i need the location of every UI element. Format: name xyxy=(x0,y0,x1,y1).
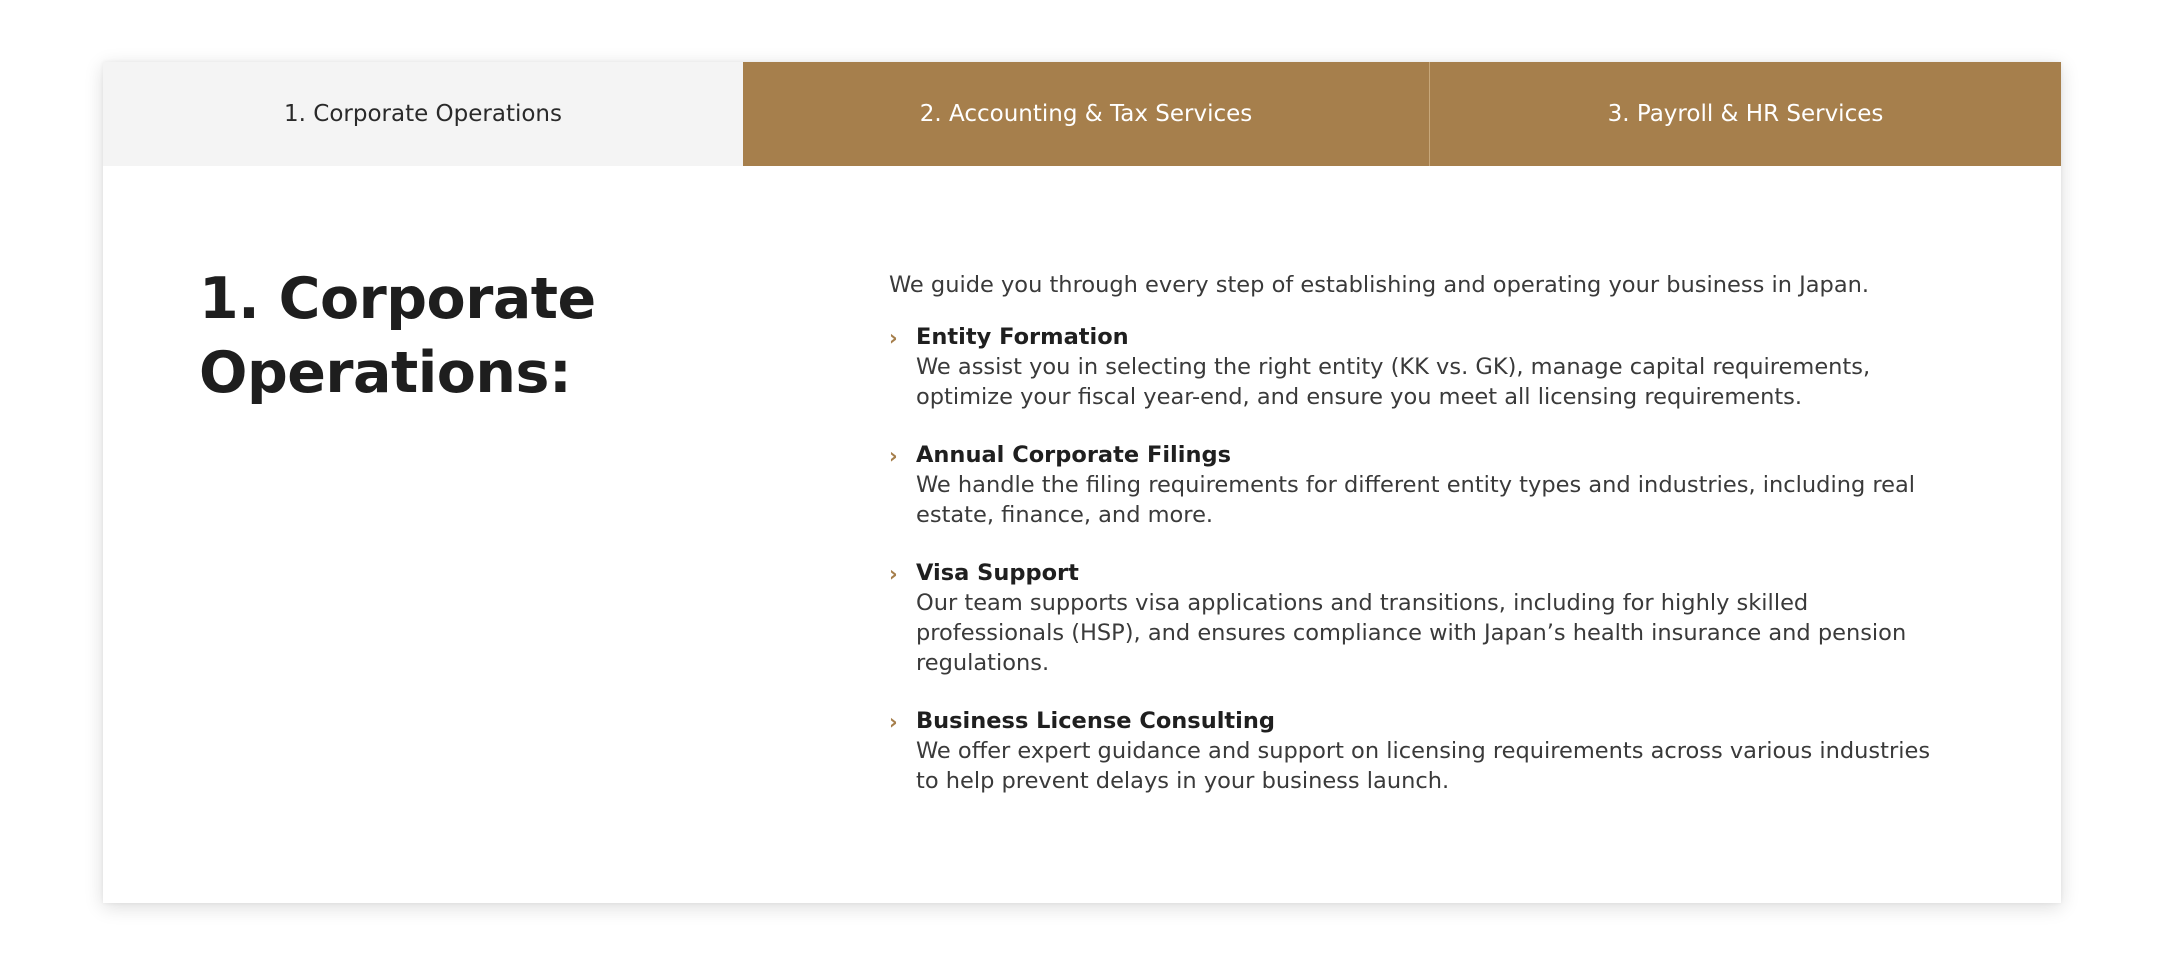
service-item-title: Visa Support xyxy=(916,560,1079,586)
chevron-right-icon: › xyxy=(889,562,898,586)
service-item-description: We assist you in selecting the right entity (KK vs. GK), manage capital requirements, optimize your fiscal year-end, and ensure you meet all licensing requirements. xyxy=(916,354,1871,410)
service-item-description: Our team supports visa applications and transitions, including for highly skilled professionals (HSP), and ensures compliance with Japan’s health insurance and pension regulations. xyxy=(916,590,1907,676)
section-content xyxy=(889,270,1949,824)
chevron-right-icon: › xyxy=(889,444,898,468)
service-item-annual-corporate-filings xyxy=(889,440,1949,530)
tab-label: 3. Payroll & HR Services xyxy=(1607,101,1884,127)
chevron-right-icon: › xyxy=(889,710,898,734)
service-item-title: Annual Corporate Filings xyxy=(916,442,1231,468)
service-item-title: Entity Formation xyxy=(916,324,1129,350)
service-item-description: We offer expert guidance and support on licensing requirements across various industries to help prevent delays in your business launch. xyxy=(916,738,1931,794)
section-intro: We guide you through every step of establishing and operating your business in Japan. xyxy=(889,272,1870,298)
tab-label: 2. Accounting & Tax Services xyxy=(919,101,1253,127)
tab-payroll-hr-services[interactable] xyxy=(1430,62,2061,166)
tab-label: 1. Corporate Operations xyxy=(284,101,562,127)
service-item-title: Business License Consulting xyxy=(916,708,1276,734)
tab-accounting-tax-services[interactable] xyxy=(743,62,1430,166)
tab-bar xyxy=(103,62,2061,166)
service-item-description: We handle the filing requirements for different entity types and industries, including real estate, finance, and more. xyxy=(916,472,1916,528)
service-item-business-license-consulting xyxy=(889,706,1949,796)
service-item-visa-support xyxy=(889,558,1949,678)
chevron-right-icon: › xyxy=(889,326,898,350)
service-item-entity-formation xyxy=(889,322,1949,412)
section-heading: 1. Corporate Operations: xyxy=(199,266,596,406)
tab-corporate-operations[interactable] xyxy=(103,62,743,166)
services-tabs-panel xyxy=(103,62,2061,903)
service-list xyxy=(889,322,1949,796)
